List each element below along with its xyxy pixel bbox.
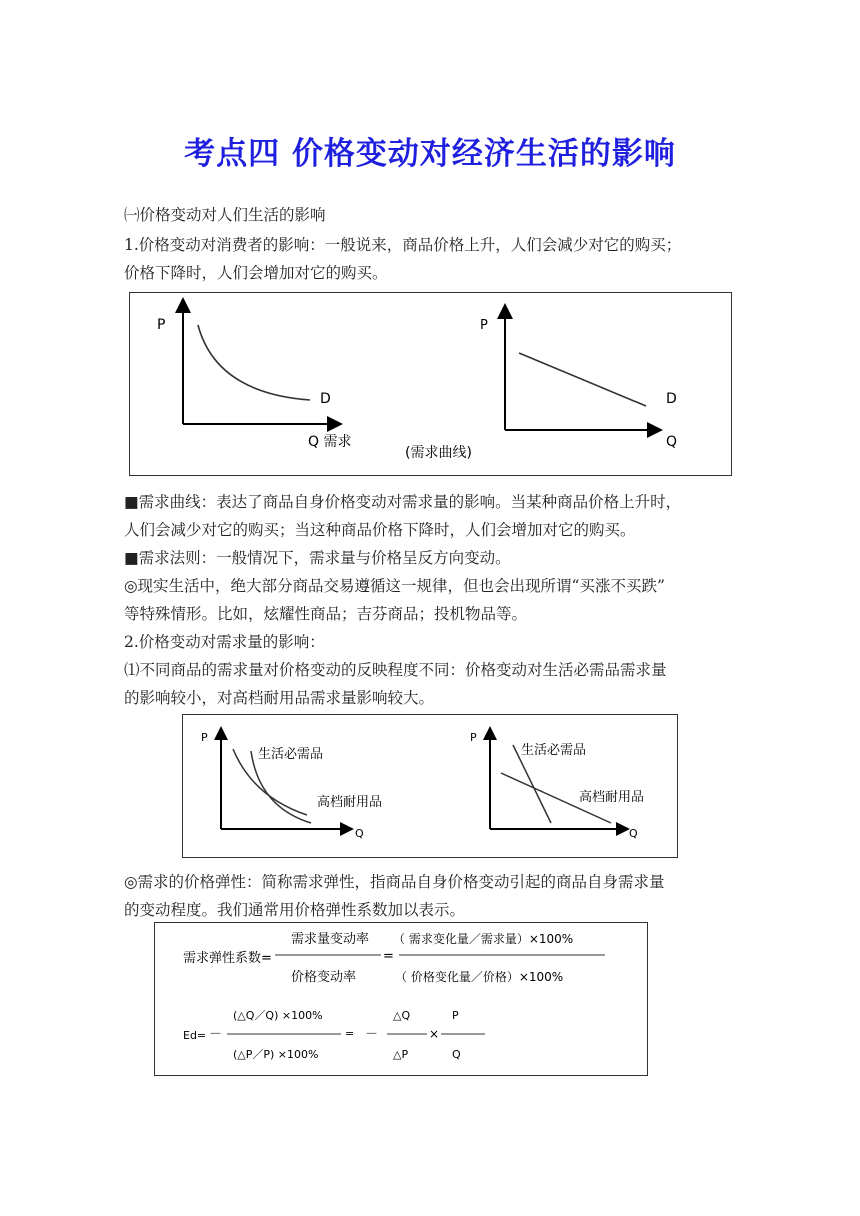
paragraph-line: 价格下降时，人们会增加对它的购买。: [124, 264, 388, 282]
formula-label: 需求弹性系数=: [183, 951, 272, 966]
paragraph-line: 的变动程度。我们通常用价格弹性系数加以表示。: [124, 901, 466, 919]
left-q-label: Q: [355, 827, 364, 840]
formula-den5: Q: [452, 1048, 461, 1061]
paragraph-line: 的影响较小，对高档耐用品需求量影响较大。: [124, 689, 435, 707]
right-q-label: Q: [666, 434, 678, 450]
formula-times: ×: [429, 1027, 440, 1041]
formula-den2: （ 价格变化量／价格）×100%: [395, 970, 564, 984]
formula-svg: [155, 923, 647, 1075]
formula-den4: △P: [393, 1048, 409, 1061]
section-heading: ㈠价格变动对人们生活的影响: [124, 206, 326, 224]
formula-ed: Ed=: [183, 1029, 207, 1042]
left-p-label: P: [157, 317, 166, 333]
paragraph-line: ■需求法则：一般情况下，需求量与价格呈反方向变动。: [124, 549, 511, 567]
right-demand-line: [519, 353, 646, 406]
paragraph-line: ■需求曲线：表达了商品自身价格变动对需求量的影响。当某种商品价格上升时，: [124, 493, 682, 511]
paragraph-line: 人们会减少对它的购买；当这种商品价格下降时，人们会增加对它的购买。: [124, 521, 636, 539]
formula-den3: (△P／P) ×100%: [233, 1048, 319, 1061]
left-demand-curve: [198, 325, 310, 400]
formula-num3: (△Q／Q) ×100%: [233, 1009, 323, 1022]
left-q-label: Q 需求: [308, 434, 352, 450]
formula-num1: 需求量变动率: [291, 932, 370, 947]
figure-caption: (需求曲线): [405, 445, 472, 461]
demand-curve-svg: [130, 293, 731, 475]
paragraph-line: ⑴不同商品的需求量对价格变动的反映程度不同：价格变动对生活必需品需求量: [124, 661, 667, 679]
right-necessity-label: 生活必需品: [521, 743, 587, 758]
right-q-label: Q: [629, 827, 638, 840]
paragraph-line: 1.价格变动对消费者的影响：一般说来，商品价格上升，人们会减少对它的购买；: [124, 236, 682, 254]
formula-minus2: －: [365, 1027, 379, 1042]
left-necessity-label: 生活必需品: [258, 747, 324, 762]
formula-num4: △Q: [393, 1009, 411, 1022]
formula-eq: =: [383, 949, 394, 964]
right-durable-label: 高档耐用品: [579, 790, 645, 805]
left-p-label: P: [201, 731, 208, 744]
demand-curve-figure: [129, 292, 732, 476]
page-title: 考点四 价格变动对经济生活的影响: [184, 136, 676, 172]
right-p-label: P: [470, 731, 477, 744]
paragraph-line: ◎现实生活中，绝大部分商品交易遵循这一规律，但也会出现所谓“买涨不买跌”: [124, 577, 665, 595]
formula-minus: －: [209, 1027, 223, 1042]
formula-eq2: =: [345, 1027, 355, 1040]
elasticity-curve-svg: [183, 715, 677, 857]
right-d-label: D: [666, 391, 677, 407]
formula-num5: P: [452, 1009, 459, 1022]
paragraph-line: 等特殊情形。比如，炫耀性商品；吉芬商品；投机物品等。: [124, 605, 528, 623]
elasticity-curve-figure: [182, 714, 678, 858]
right-p-label: P: [480, 318, 488, 333]
formula-box: [154, 922, 648, 1076]
left-durable-label: 高档耐用品: [317, 795, 383, 810]
left-d-label: D: [320, 391, 331, 407]
paragraph-line: ◎需求的价格弹性：简称需求弹性，指商品自身价格变动引起的商品自身需求量: [124, 873, 665, 891]
paragraph-line: 2.价格变动对需求量的影响：: [124, 633, 325, 651]
formula-num2: （ 需求变化量／需求量）×100%: [393, 932, 574, 946]
formula-den1: 价格变动率: [291, 970, 357, 985]
